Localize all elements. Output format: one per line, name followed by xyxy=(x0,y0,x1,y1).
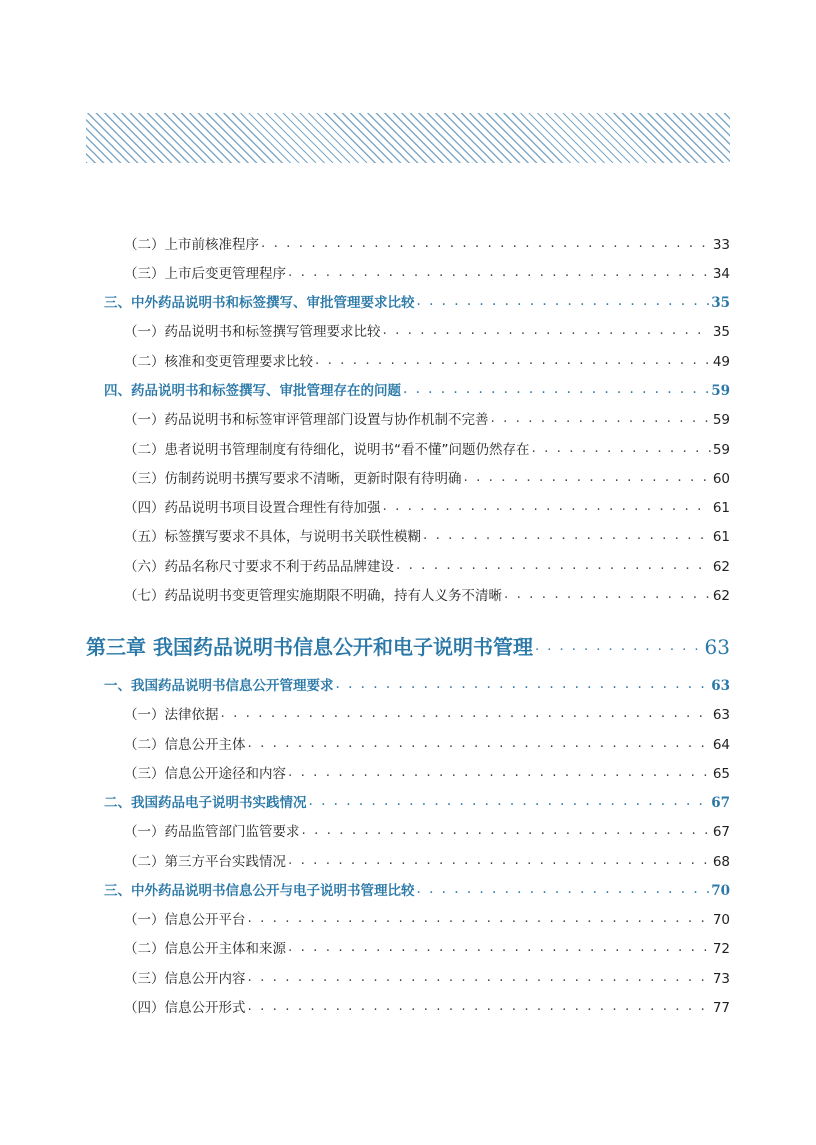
toc-entry-page: 67 xyxy=(711,795,730,811)
dot-leader xyxy=(288,264,711,280)
toc-entry-title: 一、我国药品说明书信息公开管理要求 xyxy=(104,678,334,694)
toc-entry-title: （四）药品说明书项目设置合理性有待加强 xyxy=(124,500,381,516)
dot-leader xyxy=(535,639,703,654)
toc-entry-page: 61 xyxy=(712,500,730,516)
dot-leader xyxy=(532,440,711,456)
dot-leader xyxy=(288,764,711,780)
toc-entry-title: 二、我国药品电子说明书实践情况 xyxy=(104,795,307,811)
toc-entry-title: （一）信息公开平台 xyxy=(124,912,246,928)
toc-entry[interactable] xyxy=(124,703,730,723)
toc-entry-title: （一）药品监管部门监管要求 xyxy=(124,824,300,840)
toc-entry-title: （二）患者说明书管理制度有待细化，说明书“看不懂”问题仍然存在 xyxy=(124,442,530,458)
dot-leader xyxy=(248,910,711,926)
toc-entry[interactable] xyxy=(124,438,730,458)
toc-entry[interactable] xyxy=(124,850,730,870)
dot-leader xyxy=(491,410,711,426)
toc-entry-page: 35 xyxy=(711,295,730,311)
dot-leader xyxy=(464,469,711,485)
toc-entry[interactable] xyxy=(124,320,730,340)
toc-entry[interactable] xyxy=(124,996,730,1016)
toc-chapter-title: 第三章 我国药品说明书信息公开和电子说明书管理 xyxy=(86,635,533,659)
toc-entry-page: 59 xyxy=(711,383,730,399)
toc-entry-page: 60 xyxy=(712,471,730,487)
toc-entry-page: 59 xyxy=(712,412,730,428)
toc-entry-title: （二）核准和变更管理要求比较 xyxy=(124,354,313,370)
toc-entry[interactable] xyxy=(124,525,730,545)
dot-leader xyxy=(423,527,711,543)
dot-leader xyxy=(383,498,711,514)
toc-entry-page: 68 xyxy=(712,854,730,870)
toc-entry-page: 77 xyxy=(712,1000,730,1016)
dot-leader xyxy=(336,676,710,692)
dot-leader xyxy=(396,557,711,573)
toc-entry-title: （三）信息公开内容 xyxy=(124,971,246,987)
toc-entry-page: 63 xyxy=(704,635,730,659)
toc-entry-page: 62 xyxy=(712,588,730,604)
toc-entry-page: 64 xyxy=(712,737,730,753)
toc-entry[interactable] xyxy=(124,408,730,428)
toc-entry-title: （一）药品说明书和标签审评管理部门设置与协作机制不完善 xyxy=(124,412,489,428)
toc-entry[interactable] xyxy=(124,467,730,487)
toc-entry-page: 72 xyxy=(712,941,730,957)
toc-entry-page: 73 xyxy=(712,971,730,987)
toc-entry-page: 59 xyxy=(712,442,730,458)
toc-entry-page: 35 xyxy=(712,324,730,340)
toc-entry-title: （三）仿制药说明书撰写要求不清晰，更新时限有待明确 xyxy=(124,471,462,487)
dot-leader xyxy=(302,822,711,838)
toc-entry[interactable] xyxy=(124,350,730,370)
toc-entry-page: 49 xyxy=(712,354,730,370)
toc-entry-title: （五）标签撰写要求不具体，与说明书关联性模糊 xyxy=(124,529,421,545)
toc-entry-page: 34 xyxy=(712,266,730,282)
dot-leader xyxy=(417,881,710,897)
dot-leader xyxy=(504,586,711,602)
toc-entry-title: （四）信息公开形式 xyxy=(124,1000,246,1016)
toc-section-entry[interactable] xyxy=(104,879,730,899)
toc-entry-page: 67 xyxy=(712,824,730,840)
dot-leader xyxy=(261,235,711,251)
dot-leader xyxy=(383,322,711,338)
toc-entry[interactable] xyxy=(124,733,730,753)
toc-entry[interactable] xyxy=(124,937,730,957)
toc-section-entry[interactable] xyxy=(104,674,730,694)
dot-leader xyxy=(248,998,711,1014)
toc-entry[interactable] xyxy=(124,967,730,987)
toc-entry[interactable] xyxy=(124,584,730,604)
toc-section-entry[interactable] xyxy=(104,791,730,811)
dot-leader xyxy=(248,969,711,985)
toc-entry-title: （七）药品说明书变更管理实施期限不明确，持有人义务不清晰 xyxy=(124,588,502,604)
dot-leader xyxy=(288,939,711,955)
dot-leader xyxy=(417,293,710,309)
toc-entry-title: 四、药品说明书和标签撰写、审批管理存在的问题 xyxy=(104,383,401,399)
toc-entry-page: 61 xyxy=(712,529,730,545)
toc-entry-page: 63 xyxy=(711,678,730,694)
toc-section-entry[interactable] xyxy=(104,379,730,399)
toc-entry[interactable] xyxy=(124,762,730,782)
toc-entry-title: （三）信息公开途径和内容 xyxy=(124,766,286,782)
toc-entry-title: （二）信息公开主体和来源 xyxy=(124,941,286,957)
toc-entry-page: 70 xyxy=(712,912,730,928)
toc-entry-title: （二）信息公开主体 xyxy=(124,737,246,753)
toc-entry-page: 33 xyxy=(712,237,730,253)
toc-entry-title: （一）法律依据 xyxy=(124,707,219,723)
toc-entry[interactable] xyxy=(124,820,730,840)
toc-entry-title: （一）药品说明书和标签撰写管理要求比较 xyxy=(124,324,381,340)
toc-section-entry[interactable] xyxy=(104,291,730,311)
toc-entry-title: 三、中外药品说明书和标签撰写、审批管理要求比较 xyxy=(104,295,415,311)
toc-entry-title: 三、中外药品说明书信息公开与电子说明书管理比较 xyxy=(104,883,415,899)
toc-entry[interactable] xyxy=(124,908,730,928)
toc-chapter-entry[interactable] xyxy=(86,631,730,660)
toc-entry[interactable] xyxy=(124,262,730,282)
toc-entry[interactable] xyxy=(124,496,730,516)
dot-leader xyxy=(248,735,711,751)
toc-entry-page: 63 xyxy=(712,707,730,723)
toc-entry-title: （二）上市前核准程序 xyxy=(124,237,259,253)
dot-leader xyxy=(309,793,710,809)
toc-entry-page: 70 xyxy=(711,883,730,899)
dot-leader xyxy=(315,352,711,368)
toc-entry-page: 62 xyxy=(712,559,730,575)
toc-entry-page: 65 xyxy=(712,766,730,782)
dot-leader xyxy=(403,381,709,397)
toc-entry-title: （六）药品名称尺寸要求不利于药品品牌建设 xyxy=(124,559,394,575)
dot-leader xyxy=(221,705,711,721)
toc-entry[interactable] xyxy=(124,555,730,575)
toc-entry[interactable] xyxy=(124,233,730,253)
toc-entry-title: （三）上市后变更管理程序 xyxy=(124,266,286,282)
dot-leader xyxy=(288,852,711,868)
toc-entry-title: （二）第三方平台实践情况 xyxy=(124,854,286,870)
